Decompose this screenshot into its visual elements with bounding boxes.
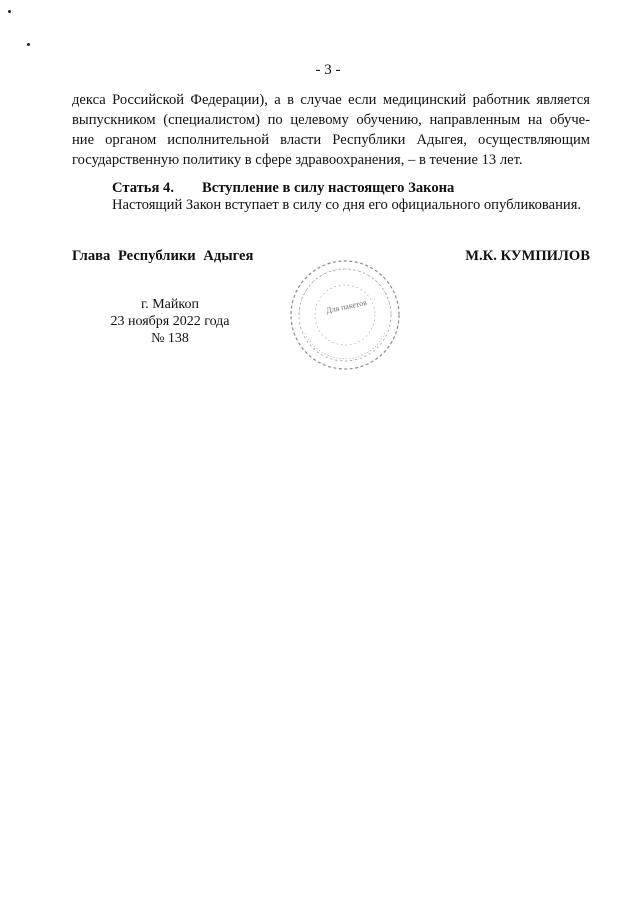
scan-dot <box>27 43 30 46</box>
paragraph-line: государственную политику в сфере здравоохранения, – в течение 13 лет. <box>72 152 523 168</box>
law-number: № 138 <box>151 331 189 346</box>
article-text: Настоящий Закон вступает в силу со дня его официального опубликования. <box>112 197 582 213</box>
law-date: 23 ноября 2022 года <box>110 314 230 329</box>
signatory-position: Глава Республики Адыгея <box>72 248 254 264</box>
scan-dot <box>8 10 11 13</box>
paragraph-line: декса Российской Федерации), а в случае если медицинский работник является <box>72 92 590 108</box>
article-number: Статья 4. <box>112 180 174 196</box>
paragraph-line: ние органом исполнительной власти Республики Адыгея, осуществляющим <box>72 132 590 148</box>
signatory-name: М.К. КУМПИЛОВ <box>465 248 590 264</box>
stamp-label: Для пакетов <box>325 297 368 316</box>
continuation-paragraph <box>72 90 590 170</box>
city: г. Майкоп <box>141 297 199 312</box>
paragraph-line: выпускником (специалистом) по целевому обучению, направленным на обуче- <box>72 112 590 128</box>
page-number: - 3 - <box>315 62 341 78</box>
article-title: Вступление в силу настоящего Закона <box>202 180 455 196</box>
official-stamp <box>285 255 405 375</box>
article-heading <box>112 180 454 197</box>
place-date-block <box>100 296 240 347</box>
